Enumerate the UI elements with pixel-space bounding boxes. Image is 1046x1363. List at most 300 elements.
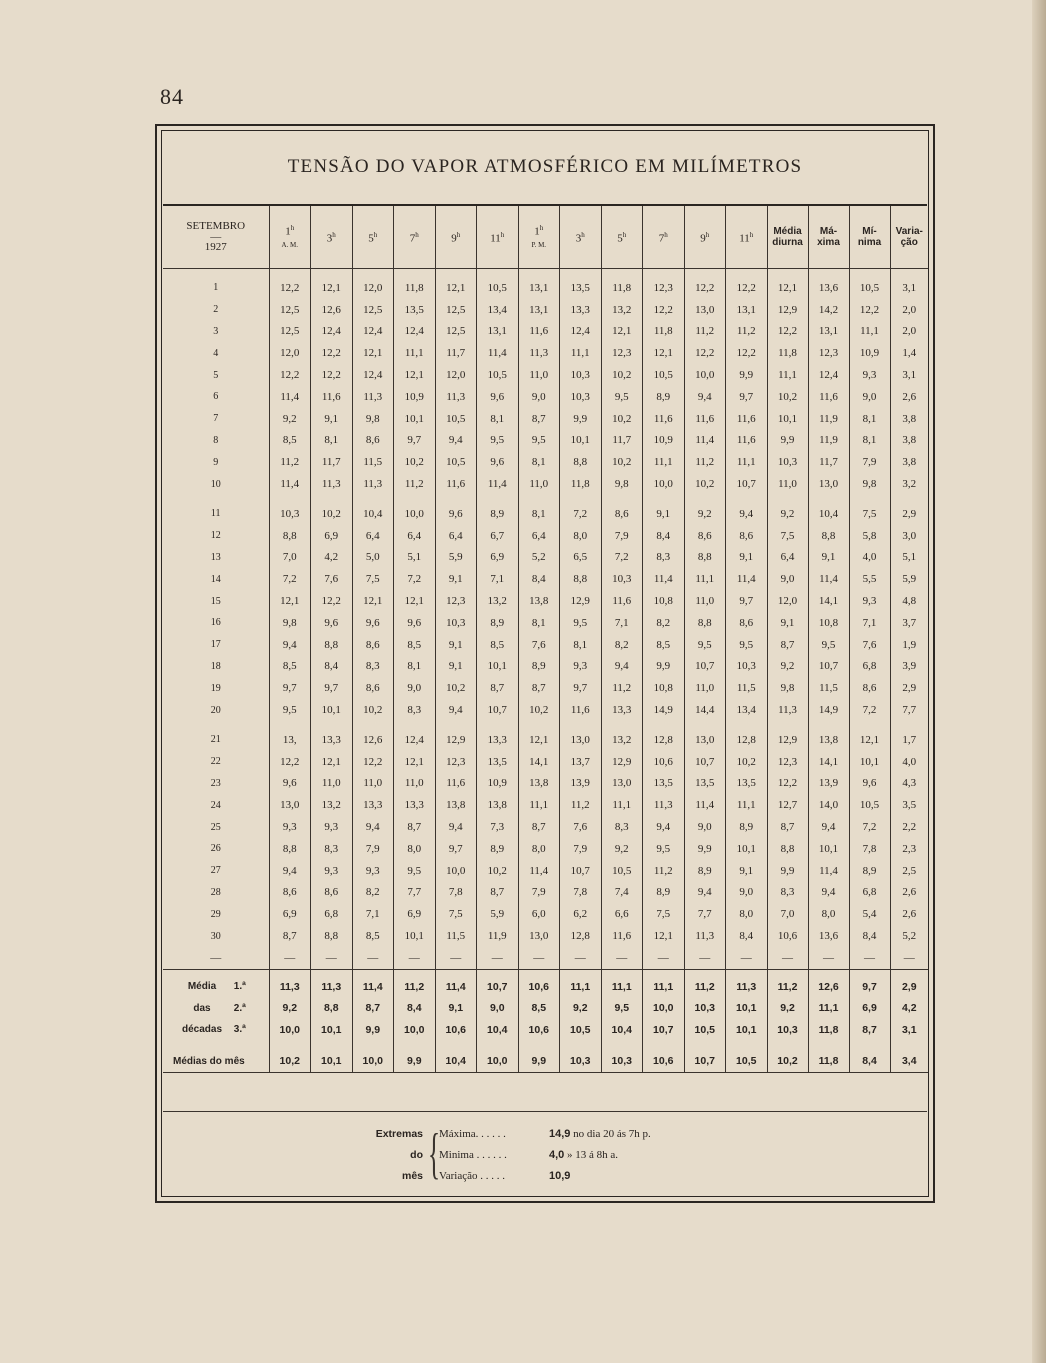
dash-cell: —	[808, 947, 849, 970]
table-cell: 12,1	[269, 590, 311, 612]
table-cell: 8,0	[808, 903, 849, 925]
table-cell: 7,6	[560, 816, 602, 838]
table-cell: 11,1	[601, 976, 643, 998]
day-number: 16	[163, 612, 269, 634]
table-cell: 12,1	[518, 729, 560, 751]
table-cell: 10,0	[394, 1019, 436, 1041]
spacer-cell	[269, 721, 311, 729]
table-cell: 9,8	[269, 612, 311, 634]
table-cell: 9,2	[560, 997, 602, 1019]
table-cell: 11,3	[269, 976, 311, 998]
decade-ordinal: 1.ª	[233, 981, 246, 993]
table-cell: 12,2	[767, 321, 808, 343]
day-number: 20	[163, 699, 269, 721]
decade-word: das	[193, 1002, 211, 1014]
spacer-cell	[477, 721, 519, 729]
table-cell: 8,7	[394, 816, 436, 838]
dash-cell: —	[560, 947, 602, 970]
hour-value: 9	[451, 232, 457, 245]
table-cell: 12,8	[726, 729, 768, 751]
table-cell: 11,2	[601, 677, 643, 699]
hour-unit: h	[581, 230, 585, 239]
table-cell: 10,2	[601, 364, 643, 386]
table-cell: 9,0	[767, 568, 808, 590]
table-cell: 12,3	[767, 751, 808, 773]
table-cell: 10,5	[435, 408, 477, 430]
header-rule-row	[163, 269, 928, 278]
table-cell: 6,9	[477, 547, 519, 569]
table-cell: 7,9	[601, 525, 643, 547]
table-cell: 10,7	[808, 656, 849, 678]
table-cell: 8,1	[477, 408, 519, 430]
table-cell: 2,0	[902, 325, 917, 338]
table-cell: 11,2	[684, 451, 726, 473]
table-cell: 7,7	[902, 704, 917, 717]
table-cell: 13,9	[560, 773, 602, 795]
table-cell: 11,4	[269, 473, 311, 495]
spacer-cell	[767, 721, 808, 729]
extreme-key: Variação . . . . .	[439, 1170, 505, 1182]
dash-cell: —	[435, 947, 477, 970]
dash-cell: —	[269, 947, 311, 970]
table-cell: 9,4	[435, 699, 477, 721]
table-cell: 1,7	[902, 733, 917, 746]
table-cell: 10,5	[477, 277, 519, 299]
decade-mean-row	[163, 976, 928, 998]
table-cell: 10,3	[560, 386, 602, 408]
table-cell: 9,4	[684, 882, 726, 904]
table-cell: 11,4	[352, 976, 394, 998]
spacer-cell	[560, 495, 602, 503]
table-cell: 10,3	[560, 1050, 602, 1072]
table-cell: 14,1	[518, 751, 560, 773]
day-number: 18	[163, 656, 269, 678]
table-cell: 9,2	[269, 408, 311, 430]
table-cell: 10,5	[726, 1050, 768, 1072]
table-cell: 6,0	[518, 903, 560, 925]
table-row	[163, 634, 928, 656]
table-cell: 10,2	[767, 1050, 808, 1072]
header-hour	[311, 206, 353, 269]
table-cell: 11,3	[435, 386, 477, 408]
table-cell: 9,0	[849, 386, 890, 408]
table-cell: 10,1	[394, 925, 436, 947]
spacer-cell	[518, 721, 560, 729]
spacer-cell	[767, 269, 808, 278]
table-cell: 7,1	[352, 903, 394, 925]
table-cell: 8,1	[849, 408, 890, 430]
table-cell: 11,0	[684, 677, 726, 699]
hour-unit: h	[749, 230, 754, 239]
table-cell: 13,3	[394, 794, 436, 816]
table-cell: 9,9	[643, 656, 685, 678]
table-cell: 10,1	[311, 1050, 353, 1072]
table-cell: 12,3	[601, 342, 643, 364]
table-cell: 10,7	[477, 976, 519, 998]
table-cell: 8,4	[311, 656, 353, 678]
data-table-area	[163, 204, 927, 1073]
table-cell: 8,9	[849, 860, 890, 882]
spacer-cell	[684, 495, 726, 503]
day-number: 2	[163, 299, 269, 321]
table-cell: 2,6	[902, 390, 917, 403]
dash-cell: —	[903, 951, 915, 964]
decade-word: Média	[187, 981, 217, 993]
table-cell: 12,1	[849, 729, 890, 751]
spacer-cell	[352, 721, 394, 729]
table-cell: 8,1	[518, 503, 560, 525]
header-stat-line: Mí-	[862, 226, 877, 237]
hour-value: 5	[368, 232, 374, 245]
table-cell: 3,2	[902, 478, 917, 491]
table-cell: 10,1	[477, 656, 519, 678]
table-cell: 11,6	[601, 590, 643, 612]
table-cell: 14,1	[808, 751, 849, 773]
table-cell: 10,0	[684, 364, 726, 386]
month-extremes	[163, 1111, 927, 1190]
table-cell: 9,5	[477, 430, 519, 452]
table-cell: 9,9	[560, 408, 602, 430]
table-cell: 9,5	[808, 634, 849, 656]
table-row	[163, 699, 928, 721]
table-cell: 10,0	[269, 1019, 311, 1041]
header-stat-line: xima	[817, 237, 840, 248]
table-cell: 13,3	[560, 299, 602, 321]
table-cell: 9,6	[269, 773, 311, 795]
spacer-cell	[518, 269, 560, 278]
table-cell: 8,5	[643, 634, 685, 656]
table-cell: 12,1	[767, 277, 808, 299]
table-cell: 11,6	[435, 773, 477, 795]
table-cell: 9,5	[269, 699, 311, 721]
table-cell: 7,2	[849, 816, 890, 838]
table-cell: 10,0	[643, 473, 685, 495]
hour-unit: h	[664, 230, 668, 239]
table-row	[163, 277, 928, 299]
table-cell: 8,7	[849, 1019, 890, 1041]
extremes-label-line: do	[410, 1149, 423, 1161]
table-cell: 4,2	[901, 1002, 917, 1015]
table-cell: 13,0	[808, 473, 849, 495]
table-cell: 12,2	[269, 277, 311, 299]
header-hour	[643, 206, 685, 269]
table-cell: 8,1	[560, 634, 602, 656]
table-cell: 10,6	[518, 1019, 560, 1041]
table-cell: 11,5	[808, 677, 849, 699]
day-number: 28	[163, 882, 269, 904]
spacer-cell	[601, 269, 643, 278]
table-cell: 8,8	[311, 997, 353, 1019]
table-cell: 8,3	[601, 816, 643, 838]
spacer-cell	[849, 1040, 890, 1050]
table-cell: 6,7	[477, 525, 519, 547]
table-cell: 7,3	[477, 816, 519, 838]
table-cell: 9,3	[849, 590, 890, 612]
table-cell: 10,2	[601, 408, 643, 430]
spacer-cell	[643, 1040, 685, 1050]
table-cell: 9,5	[601, 386, 643, 408]
table-cell: 14,9	[643, 699, 685, 721]
table-cell: 10,2	[477, 860, 519, 882]
decade-label	[163, 997, 269, 1019]
table-cell: 9,9	[684, 838, 726, 860]
table-cell: 9,1	[435, 656, 477, 678]
table-cell: 8,9	[726, 816, 768, 838]
table-cell: 12,0	[435, 364, 477, 386]
table-cell: 12,3	[435, 751, 477, 773]
table-cell: 9,6	[477, 451, 519, 473]
table-cell: 10,7	[643, 1019, 685, 1041]
table-cell: 9,4	[601, 656, 643, 678]
table-cell: 10,2	[684, 473, 726, 495]
table-cell: 11,6	[643, 408, 685, 430]
table-cell: 12,5	[352, 299, 394, 321]
table-row	[163, 838, 928, 860]
table-cell: 12,1	[352, 590, 394, 612]
table-cell: 3,1	[902, 369, 917, 382]
dash-cell: —	[601, 947, 643, 970]
table-cell: 11,6	[435, 473, 477, 495]
table-cell: 7,6	[518, 634, 560, 656]
table-cell: 11,4	[643, 568, 685, 590]
page-edge	[1032, 0, 1046, 1363]
table-cell: 13,	[269, 729, 311, 751]
table-row	[163, 408, 928, 430]
table-cell: 7,5	[435, 903, 477, 925]
table-cell: 12,6	[808, 976, 849, 998]
table-row	[163, 525, 928, 547]
table-cell: 8,9	[477, 838, 519, 860]
table-cell: 3,0	[902, 529, 917, 542]
table-row	[163, 882, 928, 904]
table-cell: 13,0	[684, 299, 726, 321]
table-cell: 9,1	[435, 634, 477, 656]
day-number: 8	[163, 430, 269, 452]
table-cell: 8,9	[643, 882, 685, 904]
spacer-cell	[394, 1040, 436, 1050]
table-cell: 10,0	[435, 860, 477, 882]
decade-label	[163, 976, 269, 998]
table-cell: 9,8	[767, 677, 808, 699]
table-cell: 9,1	[726, 547, 768, 569]
table-row	[163, 860, 928, 882]
table-cell: 10,7	[684, 751, 726, 773]
table-cell: 6,9	[394, 903, 436, 925]
table-cell: 11,2	[394, 976, 436, 998]
table-cell: 13,6	[808, 925, 849, 947]
table-cell: 11,6	[684, 408, 726, 430]
table-cell: 10,2	[269, 1050, 311, 1072]
table-cell: 9,1	[435, 568, 477, 590]
table-cell: 9,1	[767, 612, 808, 634]
spacer-cell	[726, 1040, 768, 1050]
table-cell: 11,4	[269, 386, 311, 408]
vapor-tension-table	[163, 206, 928, 1073]
table-cell: 11,7	[808, 451, 849, 473]
table-cell: 10,2	[767, 386, 808, 408]
table-cell: 13,5	[684, 773, 726, 795]
hour-value: 1	[534, 225, 540, 238]
header-stat-line: Varia-	[895, 226, 923, 237]
table-cell: 14,2	[808, 299, 849, 321]
table-cell: 9,3	[560, 656, 602, 678]
table-cell: 8,0	[518, 838, 560, 860]
spacer-cell	[890, 269, 928, 278]
table-cell: 9,4	[643, 816, 685, 838]
table-cell: 9,2	[269, 997, 311, 1019]
table-cell: 10,2	[311, 503, 353, 525]
hour-unit: h	[332, 230, 336, 239]
table-cell: 9,0	[518, 386, 560, 408]
table-cell: 10,3	[684, 997, 726, 1019]
spacer-cell	[477, 1040, 519, 1050]
spacer-cell	[808, 721, 849, 729]
extreme-value: 4,0	[549, 1149, 565, 1161]
hour-unit: h	[622, 230, 627, 239]
hour-value: 5	[617, 232, 623, 245]
brace-icon: {	[428, 1123, 441, 1185]
table-cell: 10,1	[311, 1019, 353, 1041]
table-cell: 6,9	[269, 903, 311, 925]
table-cell: 11,2	[767, 976, 808, 998]
table-cell: 9,5	[394, 860, 436, 882]
table-cell: 13,9	[808, 773, 849, 795]
extreme-detail: » 13 á 8h a.	[564, 1149, 619, 1161]
table-cell: 8,9	[518, 656, 560, 678]
table-cell: 10,6	[643, 1050, 685, 1072]
table-cell: 8,5	[352, 925, 394, 947]
table-cell: 6,8	[311, 903, 353, 925]
day-number: 30	[163, 925, 269, 947]
table-cell: 8,6	[352, 430, 394, 452]
table-cell: 7,5	[643, 903, 685, 925]
spacer-cell	[518, 495, 560, 503]
spacer-cell	[394, 721, 436, 729]
table-cell: 5,4	[849, 903, 890, 925]
table-cell: 13,0	[684, 729, 726, 751]
dash-cell: —	[767, 947, 808, 970]
day-number: 21	[163, 729, 269, 751]
table-cell: 12,2	[311, 590, 353, 612]
header-stat	[808, 206, 849, 269]
table-cell: 8,8	[684, 612, 726, 634]
spacer-cell	[849, 721, 890, 729]
table-cell: 13,8	[518, 773, 560, 795]
table-cell: 3,1	[902, 281, 917, 294]
table-cell: 8,6	[684, 525, 726, 547]
table-cell: 8,0	[560, 525, 602, 547]
table-cell: 9,4	[726, 503, 768, 525]
table-cell: 11,1	[643, 451, 685, 473]
table-cell: 9,6	[311, 612, 353, 634]
table-cell: 9,6	[394, 612, 436, 634]
table-cell: 7,9	[518, 882, 560, 904]
table-cell: 12,0	[352, 277, 394, 299]
table-cell: 14,9	[808, 699, 849, 721]
day-number: 9	[163, 451, 269, 473]
header-hour	[435, 206, 477, 269]
table-cell: 11,0	[311, 773, 353, 795]
header-hour	[601, 206, 643, 269]
table-cell: 7,9	[849, 451, 890, 473]
table-cell: 8,1	[518, 612, 560, 634]
table-cell: 7,0	[767, 903, 808, 925]
table-cell: 10,3	[601, 568, 643, 590]
table-cell: 8,4	[518, 568, 560, 590]
table-cell: 10,5	[477, 364, 519, 386]
table-cell: 11,8	[560, 473, 602, 495]
extremes-label-line: mês	[401, 1170, 423, 1182]
table-cell: 11,1	[849, 321, 890, 343]
table-cell: 8,1	[518, 451, 560, 473]
spacer-cell	[849, 269, 890, 278]
table-cell: 10,7	[560, 860, 602, 882]
table-cell: 7,7	[394, 882, 436, 904]
table-cell: 11,4	[684, 430, 726, 452]
table-row	[163, 751, 928, 773]
table-cell: 3,5	[902, 799, 917, 812]
table-cell: 9,6	[477, 386, 519, 408]
table-cell: 10,1	[560, 430, 602, 452]
spacer-cell	[163, 1040, 269, 1050]
table-cell: 8,7	[767, 634, 808, 656]
table-cell: 10,9	[849, 342, 890, 364]
table-cell: 9,2	[767, 656, 808, 678]
table-cell: 11,4	[808, 568, 849, 590]
table-cell: 10,5	[560, 1019, 602, 1041]
table-cell: 13,0	[601, 773, 643, 795]
hour-unit: h	[373, 230, 378, 239]
header-hour	[560, 206, 602, 269]
table-cell: 10,1	[808, 838, 849, 860]
table-cell: 9,7	[849, 976, 890, 998]
table-cell: 2,2	[902, 821, 917, 834]
table-cell: 7,2	[560, 503, 602, 525]
table-cell: 8,8	[767, 838, 808, 860]
table-cell: 9,7	[269, 677, 311, 699]
table-cell: 9,9	[726, 364, 768, 386]
spacer-cell	[560, 1040, 602, 1050]
table-cell: 10,9	[477, 773, 519, 795]
spacer-cell	[518, 1040, 560, 1050]
spacer-cell	[684, 721, 726, 729]
table-cell: 12,4	[352, 364, 394, 386]
table-cell: 9,1	[643, 503, 685, 525]
day-number: 19	[163, 677, 269, 699]
table-cell: 8,4	[394, 997, 436, 1019]
table-row	[163, 816, 928, 838]
table-cell: 12,1	[601, 321, 643, 343]
table-cell: 12,4	[311, 321, 353, 343]
extreme-key: Minima . . . . . .	[439, 1149, 507, 1161]
table-cell: 11,9	[808, 430, 849, 452]
table-cell: 14,4	[684, 699, 726, 721]
table-cell: 12,2	[643, 299, 685, 321]
table-cell: 5,5	[849, 568, 890, 590]
table-cell: 11,8	[808, 1050, 849, 1072]
decade-ordinal: 3.ª	[233, 1024, 246, 1036]
table-cell: 9,8	[601, 473, 643, 495]
spacer-cell	[726, 721, 768, 729]
table-cell: 12,4	[394, 321, 436, 343]
table-cell: 10,2	[435, 677, 477, 699]
table-cell: 12,2	[767, 773, 808, 795]
table-cell: 9,5	[601, 997, 643, 1019]
table-row	[163, 503, 928, 525]
decade-label	[163, 1019, 269, 1041]
table-cell: 11,1	[560, 342, 602, 364]
table-cell: 7,1	[601, 612, 643, 634]
